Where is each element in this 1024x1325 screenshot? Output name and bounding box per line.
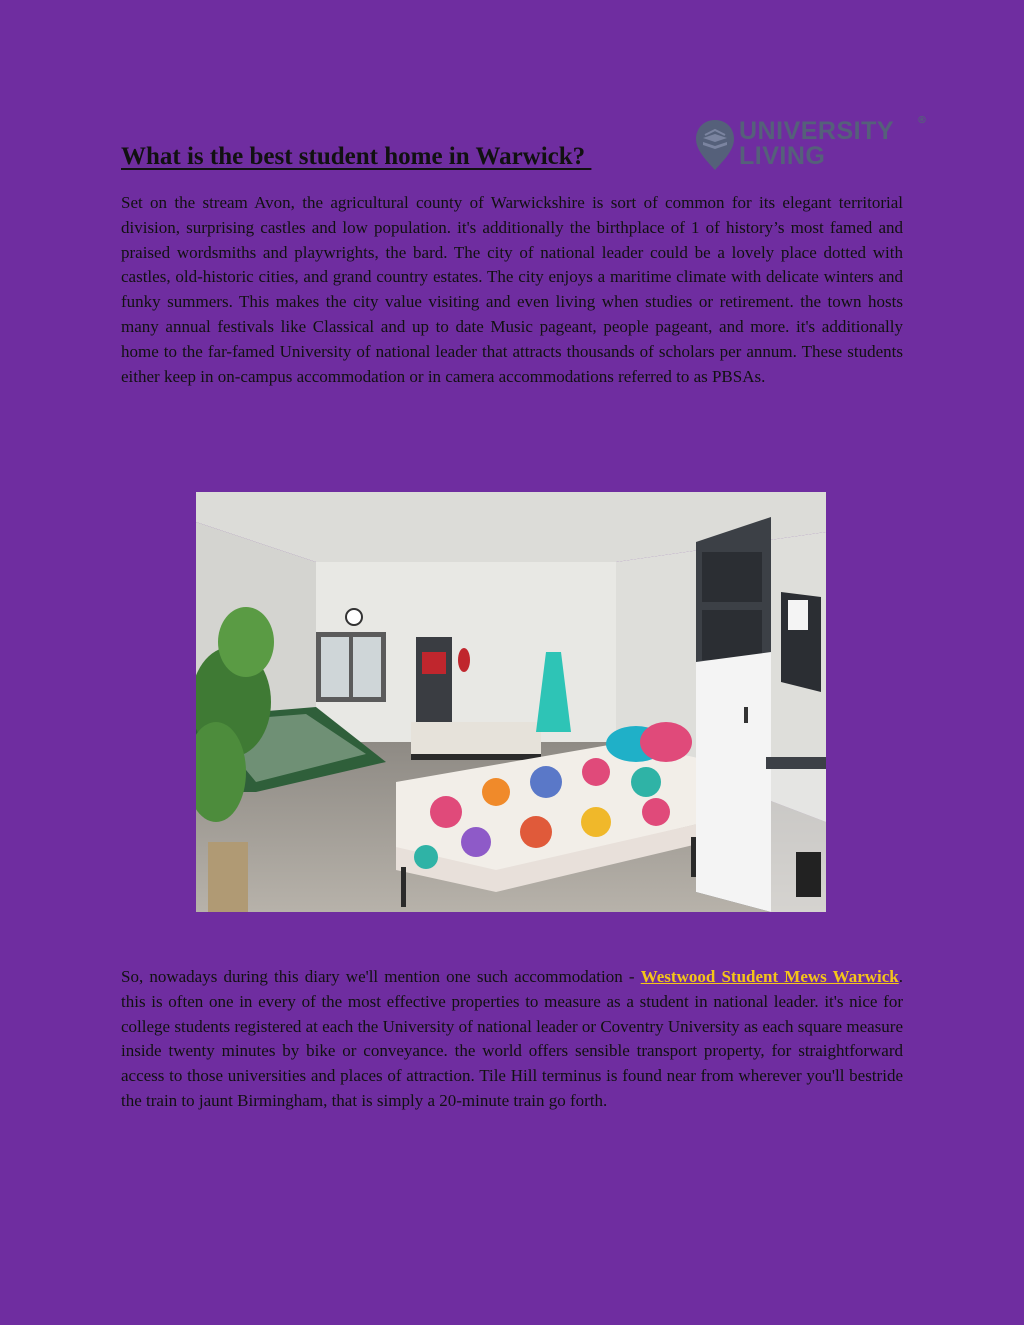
accommodation-paragraph — [121, 965, 903, 1114]
paragraph-text-before: So, nowadays during this diary we'll mention one such accommodation - — [121, 967, 641, 986]
logo-line-living: LIVING — [739, 142, 826, 170]
registered-mark: ® — [917, 115, 928, 126]
intro-paragraph: Set on the stream Avon, the agricultural county of Warwickshire is sort of common for its elegant territorial division, surprising castles and low population. it's additionally the birthplace of 1 of history’s most famed and praised wordsmiths and playwrights, the bard. The city of national leader could be a lovely place dotted with castles, old-historic cities, and grand country estates. The city enjoys a maritime climate with delicate winters and funky summers. This makes the city value visiting and even living when studies or retirement. the town hosts many annual festivals like Classical and up to date Music pageant, people pageant, and more. it's additionally home to the far-famed University of national leader that attracts thousands of scholars per annum. These students either keep in on-campus accommodation or in camera accommodations referred to as PBSAs. — [121, 193, 903, 386]
bedroom-photo — [196, 492, 826, 912]
bedroom-illustration — [196, 492, 826, 912]
page-title: What is the best student home in Warwick? — [121, 143, 592, 170]
paragraph-text-after: . this is often one in every of the most effective properties to measure as a student in national leader. it's nice for college students registered at each the University of national leader or Coventry University as each square measure inside twenty minutes by bike or conveyance. the world offers sensible transport property, for straightforward access to those universities and places of attraction. Tile Hill terminus is found near from wherever you'll bestride the train to jaunt Birmingham, that is simply a 20-minute train go forth. — [121, 967, 903, 1110]
logo-line-university: UNIVERSITY — [739, 117, 895, 145]
westwood-student-mews-link[interactable]: Westwood Student Mews Warwick — [640, 967, 899, 986]
map-pin-book-icon — [694, 118, 736, 174]
university-living-logo[interactable] — [694, 115, 928, 174]
